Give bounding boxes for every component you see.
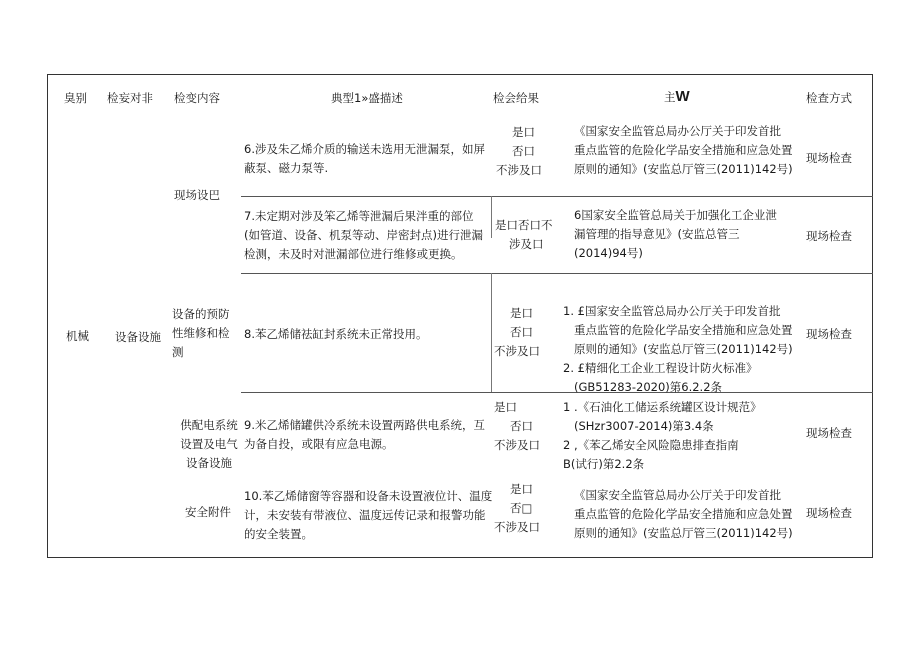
row-7-basis	[574, 206, 777, 263]
result-option: 涉及口	[509, 237, 544, 251]
header-object: 检妄对非	[107, 91, 153, 105]
basis-line: 《国家安全监管总局办公厅关于印发首批	[574, 124, 781, 138]
result-option: 是口	[510, 306, 533, 320]
result-option: 不涉及口	[494, 344, 540, 358]
row-7-description	[244, 207, 483, 264]
desc-line: 10.苯乙烯储窗等容器和设备未设置液位计、温度	[244, 489, 493, 503]
result-option: 否口	[512, 144, 535, 158]
basis-line: (SHzr3007-2014)第3.4条	[574, 419, 714, 433]
basis-line: 原则的通知》(安监总厅管三(2011)142号)	[574, 162, 793, 176]
basis-line: 重点监管的危险化学品安全措施和应急处置	[574, 143, 793, 157]
content-site: 现场设巴	[174, 188, 220, 202]
basis-line: 《国家安全监管总局办公厅关于印发首批	[574, 488, 781, 502]
content-line: 设备的预防	[172, 307, 230, 321]
row-10-method: 现场检查	[806, 506, 852, 520]
object-cell: 设备设施	[115, 330, 161, 344]
result-option: 不涉及口	[496, 163, 542, 177]
content-line: 设置及电气	[180, 437, 238, 451]
result-option: 是口	[510, 482, 533, 496]
basis-line: B(试行)第2.2条	[563, 457, 645, 471]
result-option: 不涉及口	[494, 520, 540, 534]
result-option: 否口	[510, 419, 533, 433]
desc-line: 9.米乙烯储罐供冷系统未设置两路供电系统，互	[244, 418, 485, 432]
row-9-description	[244, 416, 485, 454]
row-9-basis	[563, 398, 762, 474]
basis-line: 1 .《石油化工储运系统罐区设计规范》	[563, 400, 762, 414]
content-line: 性维修和检	[172, 326, 230, 340]
row-6-method: 现场检查	[806, 151, 852, 165]
category-cell: 机械	[66, 329, 89, 343]
result-option: 是口	[512, 125, 535, 139]
basis-line: 重点监管的危险化学品安全措施和应急处置	[574, 323, 793, 337]
row-8-basis	[563, 302, 793, 397]
desc-line: 检测，未及时对泄漏部位进行维修或更换。	[244, 247, 463, 261]
row-9-method: 现场检查	[806, 426, 852, 440]
header-result: 检会给果	[493, 91, 539, 105]
content-power	[177, 416, 241, 473]
basis-line: 重点监管的危险化学品安全措施和应急处置	[574, 507, 793, 521]
desc-line: 计，未安装有带液位、温度远传记录和报警功能	[244, 508, 486, 522]
basis-line: 2 ,《苯乙烯安全风险隐患排查指南	[563, 438, 739, 452]
row-7-result	[495, 216, 553, 254]
header-description: 典型1»盛描述	[331, 91, 403, 105]
header-method: 检查方式	[806, 91, 852, 105]
basis-line: 原则的通知》(安监总厅管三(2011)142号)	[574, 342, 793, 356]
content-safety: 安全附件	[185, 505, 231, 519]
header-content: 检变内容	[174, 91, 220, 105]
row-8-description: 8.苯乙烯储祛缸封系统未正常投用。	[244, 327, 428, 341]
row-10-description	[244, 487, 492, 544]
row-8-result	[494, 304, 540, 361]
basis-line: 6国家安全监管总局关于加强化工企业泄	[574, 208, 777, 222]
row-7-method: 现场检查	[806, 229, 852, 243]
header-basis-suffix: W	[675, 88, 690, 105]
row-6-result	[496, 123, 542, 180]
result-option: 否□	[510, 501, 533, 515]
header-basis-prefix: 主	[664, 90, 676, 104]
row-divider	[241, 196, 873, 197]
desc-line: (如管道、设备、机泵等动、岸密封点)进行泄漏	[244, 228, 483, 242]
row-9-result	[494, 398, 540, 455]
basis-line: 1. £国家安全监管总局办公厅关于印发首批	[563, 304, 781, 318]
row-10-result	[494, 480, 540, 537]
row-divider	[241, 273, 873, 274]
row-6-description	[244, 140, 485, 178]
result-option: 是口否口不	[495, 218, 553, 232]
result-option: 否口	[510, 325, 533, 339]
row-6-basis	[574, 122, 793, 179]
result-option: 是口	[494, 400, 517, 414]
column-divider	[491, 196, 492, 238]
content-line: 设备设施	[186, 456, 232, 470]
content-maintenance	[172, 305, 244, 362]
content-line: 供配电系统	[180, 418, 238, 432]
desc-line: 6.涉及朱乙烯介质的输送未选用无泄漏泵，如屏	[244, 142, 485, 156]
content-line: 测	[172, 345, 184, 359]
column-divider	[491, 273, 492, 392]
basis-line: 2. £精细化工企业工程设计防火标准》	[563, 361, 758, 375]
desc-line: 的安全装置。	[244, 527, 313, 541]
basis-line: (2014)94号)	[574, 246, 643, 260]
basis-line: (GB51283-2020)第6.2.2条	[574, 380, 723, 394]
header-basis	[664, 87, 690, 107]
header-category: 臭别	[64, 91, 87, 105]
basis-line: 漏管理的指导意见》(安监总管三	[574, 227, 740, 241]
row-8-method: 现场检查	[806, 327, 852, 341]
row-10-basis	[574, 486, 793, 543]
desc-line: 蔽泵、磁力泵等.	[244, 161, 329, 175]
desc-line: 为备自投，或限有应急电源。	[244, 437, 394, 451]
desc-line: 7.未定期对涉及笨乙烯等泄漏后果泮重的部位	[244, 209, 474, 223]
basis-line: 原则的通知》(安监总厅管三(2011)142号)	[574, 526, 793, 540]
result-option: 不涉及口	[494, 438, 540, 452]
